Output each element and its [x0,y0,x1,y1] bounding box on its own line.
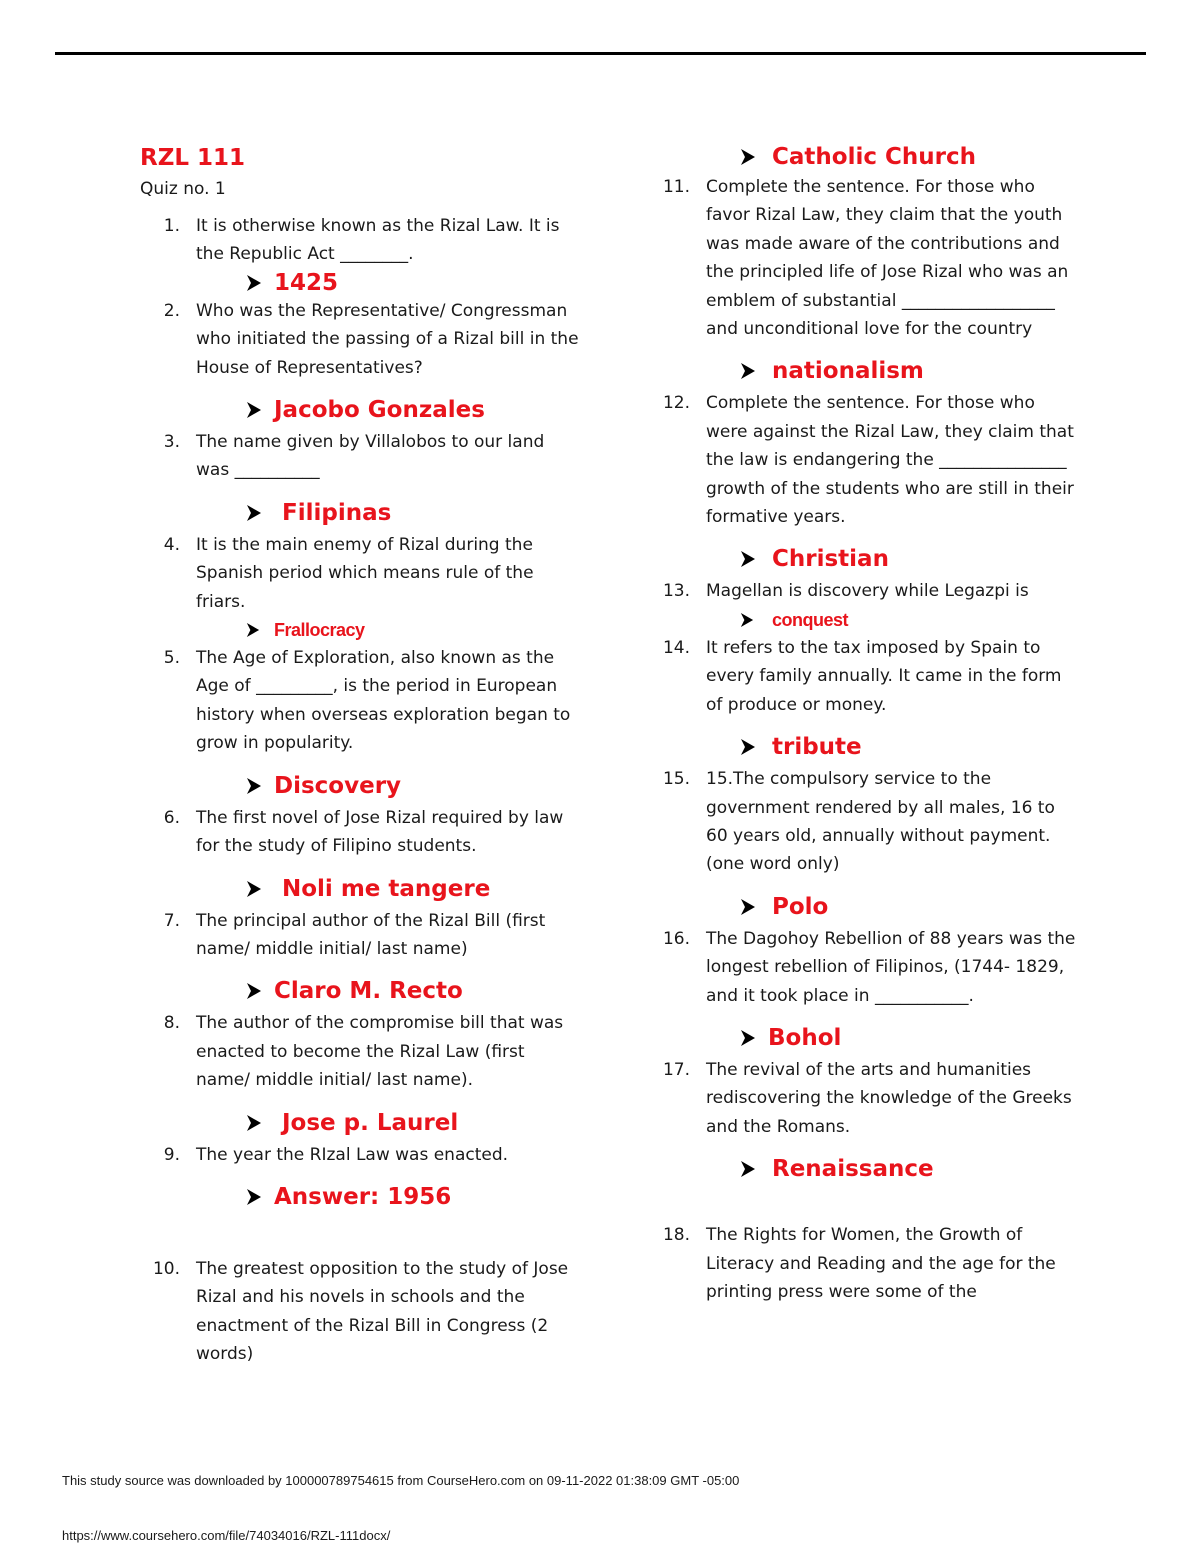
answer-10 [666,143,1076,171]
answer-11 [666,357,1076,385]
question-text: The Rights for Women, the Growth of Literacy and Reading and the age for the printing press were some of the [706,1225,1056,1302]
arrowhead-icon [246,401,274,419]
arrowhead-icon [740,550,768,568]
question-text: The revival of the arts and humanities rediscovering the knowledge of the Greeks and the Romans. [706,1059,1072,1137]
question-14 [662,634,1076,719]
answer-text: Bohol [768,1024,842,1051]
left-column [140,143,580,1369]
question-number: 5. [163,648,180,669]
question-text: Magellan is discovery while Legazpi is [706,581,1029,602]
question-17 [662,1056,1076,1141]
arrowhead-icon [246,504,274,522]
question-text: The first novel of Jose Rizal required by law for the study of Filipino students. [196,807,564,857]
answer-13 [666,606,1076,634]
question-text: It is otherwise known as the Rizal Law. It is the Republic Act ________. [196,216,560,265]
question-text: The principal author of the Rizal Bill (first name/ middle initial/ last name) [196,910,546,959]
question-number: 14. [662,637,690,658]
question-text: 15.The compulsory service to the government rendered by all males, 16 to 60 years old, annually without payment. (one word only) [706,769,1055,875]
quiz-subtitle: Quiz no. 1 [140,179,226,199]
question-5 [140,644,580,758]
question-text: Complete the sentence. For those who were against the Rizal Law, they claim that the law is endangering the _______________ growth of the students who are still in their formative years. [706,393,1074,528]
question-15 [662,765,1076,879]
answer-5 [140,772,580,800]
answer-14 [666,733,1076,761]
answer-text: Jose p. Laurel [282,1109,459,1136]
answer-text: conquest [772,609,849,630]
answer-text: Answer: 1956 [274,1183,452,1210]
answer-15 [666,893,1076,921]
arrowhead-icon [740,362,768,380]
arrowhead-icon [246,622,274,638]
arrowhead-icon [246,1114,274,1132]
answer-16 [666,1024,1076,1052]
question-number: 6. [163,807,180,828]
top-rule [55,52,1146,55]
question-4 [140,531,580,616]
arrowhead-icon [246,1188,274,1206]
answer-3 [140,499,580,527]
question-number: 12. [662,393,690,414]
arrowhead-icon [740,1160,768,1178]
question-number: 10. [152,1258,180,1279]
question-11 [662,173,1076,343]
arrowhead-icon [740,148,768,166]
answer-6 [140,875,580,903]
arrowhead-icon [740,1029,768,1047]
question-number: 13. [662,581,690,602]
question-text: The greatest opposition to the study of Jose Rizal and his novels in schools and the enactment of the Rizal Bill in Congress (2 words) [196,1258,569,1365]
question-text: The year the RIzal Law was enacted. [196,1144,509,1165]
question-number: 8. [163,1013,180,1034]
arrowhead-icon [246,777,274,795]
answer-text: Christian [772,546,889,573]
answer-8 [140,1109,580,1137]
arrowhead-icon [740,738,768,756]
question-text: It is the main enemy of Rizal during the Spanish period which means rule of the friars. [196,534,534,612]
arrowhead-icon [246,982,274,1000]
page-title: RZL 111 [140,145,246,171]
question-13 [662,577,1076,605]
question-1 [140,212,580,269]
answer-4 [140,616,580,644]
arrowhead-icon [740,898,768,916]
answer-text: tribute [772,734,862,761]
answer-1 [140,269,580,297]
answer-text: Catholic Church [772,144,976,170]
arrowhead-icon [246,274,274,292]
answer-text: Noli me tangere [282,875,491,902]
spacer [666,1187,1076,1221]
question-10 [140,1255,580,1369]
question-8 [140,1009,580,1094]
answer-text: Polo [772,893,829,920]
question-number: 15. [662,769,690,790]
question-text: Complete the sentence. For those who favor Rizal Law, they claim that the youth was made aware of the contributions and the principled life of Jose Rizal who was an emblem of substantial __________________ and unconditional love for the country [706,177,1069,340]
question-18 [662,1221,1076,1306]
question-number: 11. [662,177,690,197]
answer-12 [666,545,1076,573]
question-number: 18. [662,1225,690,1246]
question-number: 3. [163,432,180,453]
arrowhead-icon [740,612,768,628]
answer-2 [140,396,580,424]
question-number: 17. [662,1059,690,1080]
question-number: 1. [163,216,180,236]
question-number: 4. [163,534,180,555]
question-12 [662,389,1076,531]
source-url[interactable]: https://www.coursehero.com/file/74034016/RZL-111docx/ [62,1528,391,1543]
arrowhead-icon [246,880,274,898]
question-2 [140,297,580,382]
question-text: The Dagohoy Rebellion of 88 years was the longest rebellion of Filipinos, (1744- 1829, and it took place in ___________. [706,928,1076,1006]
answer-text: Jacobo Gonzales [274,397,485,424]
question-7 [140,907,580,964]
question-number: 9. [163,1144,180,1165]
answer-text: Discovery [274,772,402,799]
answer-text: Frallocracy [274,620,365,641]
download-source-note: This study source was downloaded by 100000789754615 from CourseHero.com on 09-11-2022 01:38:09 GMT -05:00 [62,1473,740,1488]
question-number: 7. [163,910,180,931]
right-column [662,143,1076,1306]
question-6 [140,804,580,861]
answer-text: Filipinas [282,499,392,526]
answer-7 [140,977,580,1005]
answer-text: 1425 [274,269,339,296]
answer-text: Claro M. Recto [274,978,463,1005]
question-text: It refers to the tax imposed by Spain to every family annually. It came in the form of produce or money. [706,637,1062,715]
question-text: The author of the compromise bill that was enacted to become the Rizal Law (first name/ middle initial/ last name). [196,1013,564,1091]
answer-9 [140,1183,580,1211]
answer-text: Renaissance [772,1156,934,1183]
question-number: 16. [662,928,690,949]
spacer [140,1215,580,1255]
question-text: The Age of Exploration, also known as the Age of _________, is the period in European history when overseas exploration began to grow in popularity. [196,648,571,754]
question-number: 2. [163,300,180,321]
question-16 [662,925,1076,1010]
answer-text: nationalism [772,358,924,385]
question-text: Who was the Representative/ Congressman who initiated the passing of a Rizal bill in the House of Representatives? [196,300,579,378]
question-text: The name given by Villalobos to our land was __________ [196,432,545,481]
question-9 [140,1141,580,1169]
answer-17 [666,1155,1076,1183]
question-3 [140,428,580,485]
